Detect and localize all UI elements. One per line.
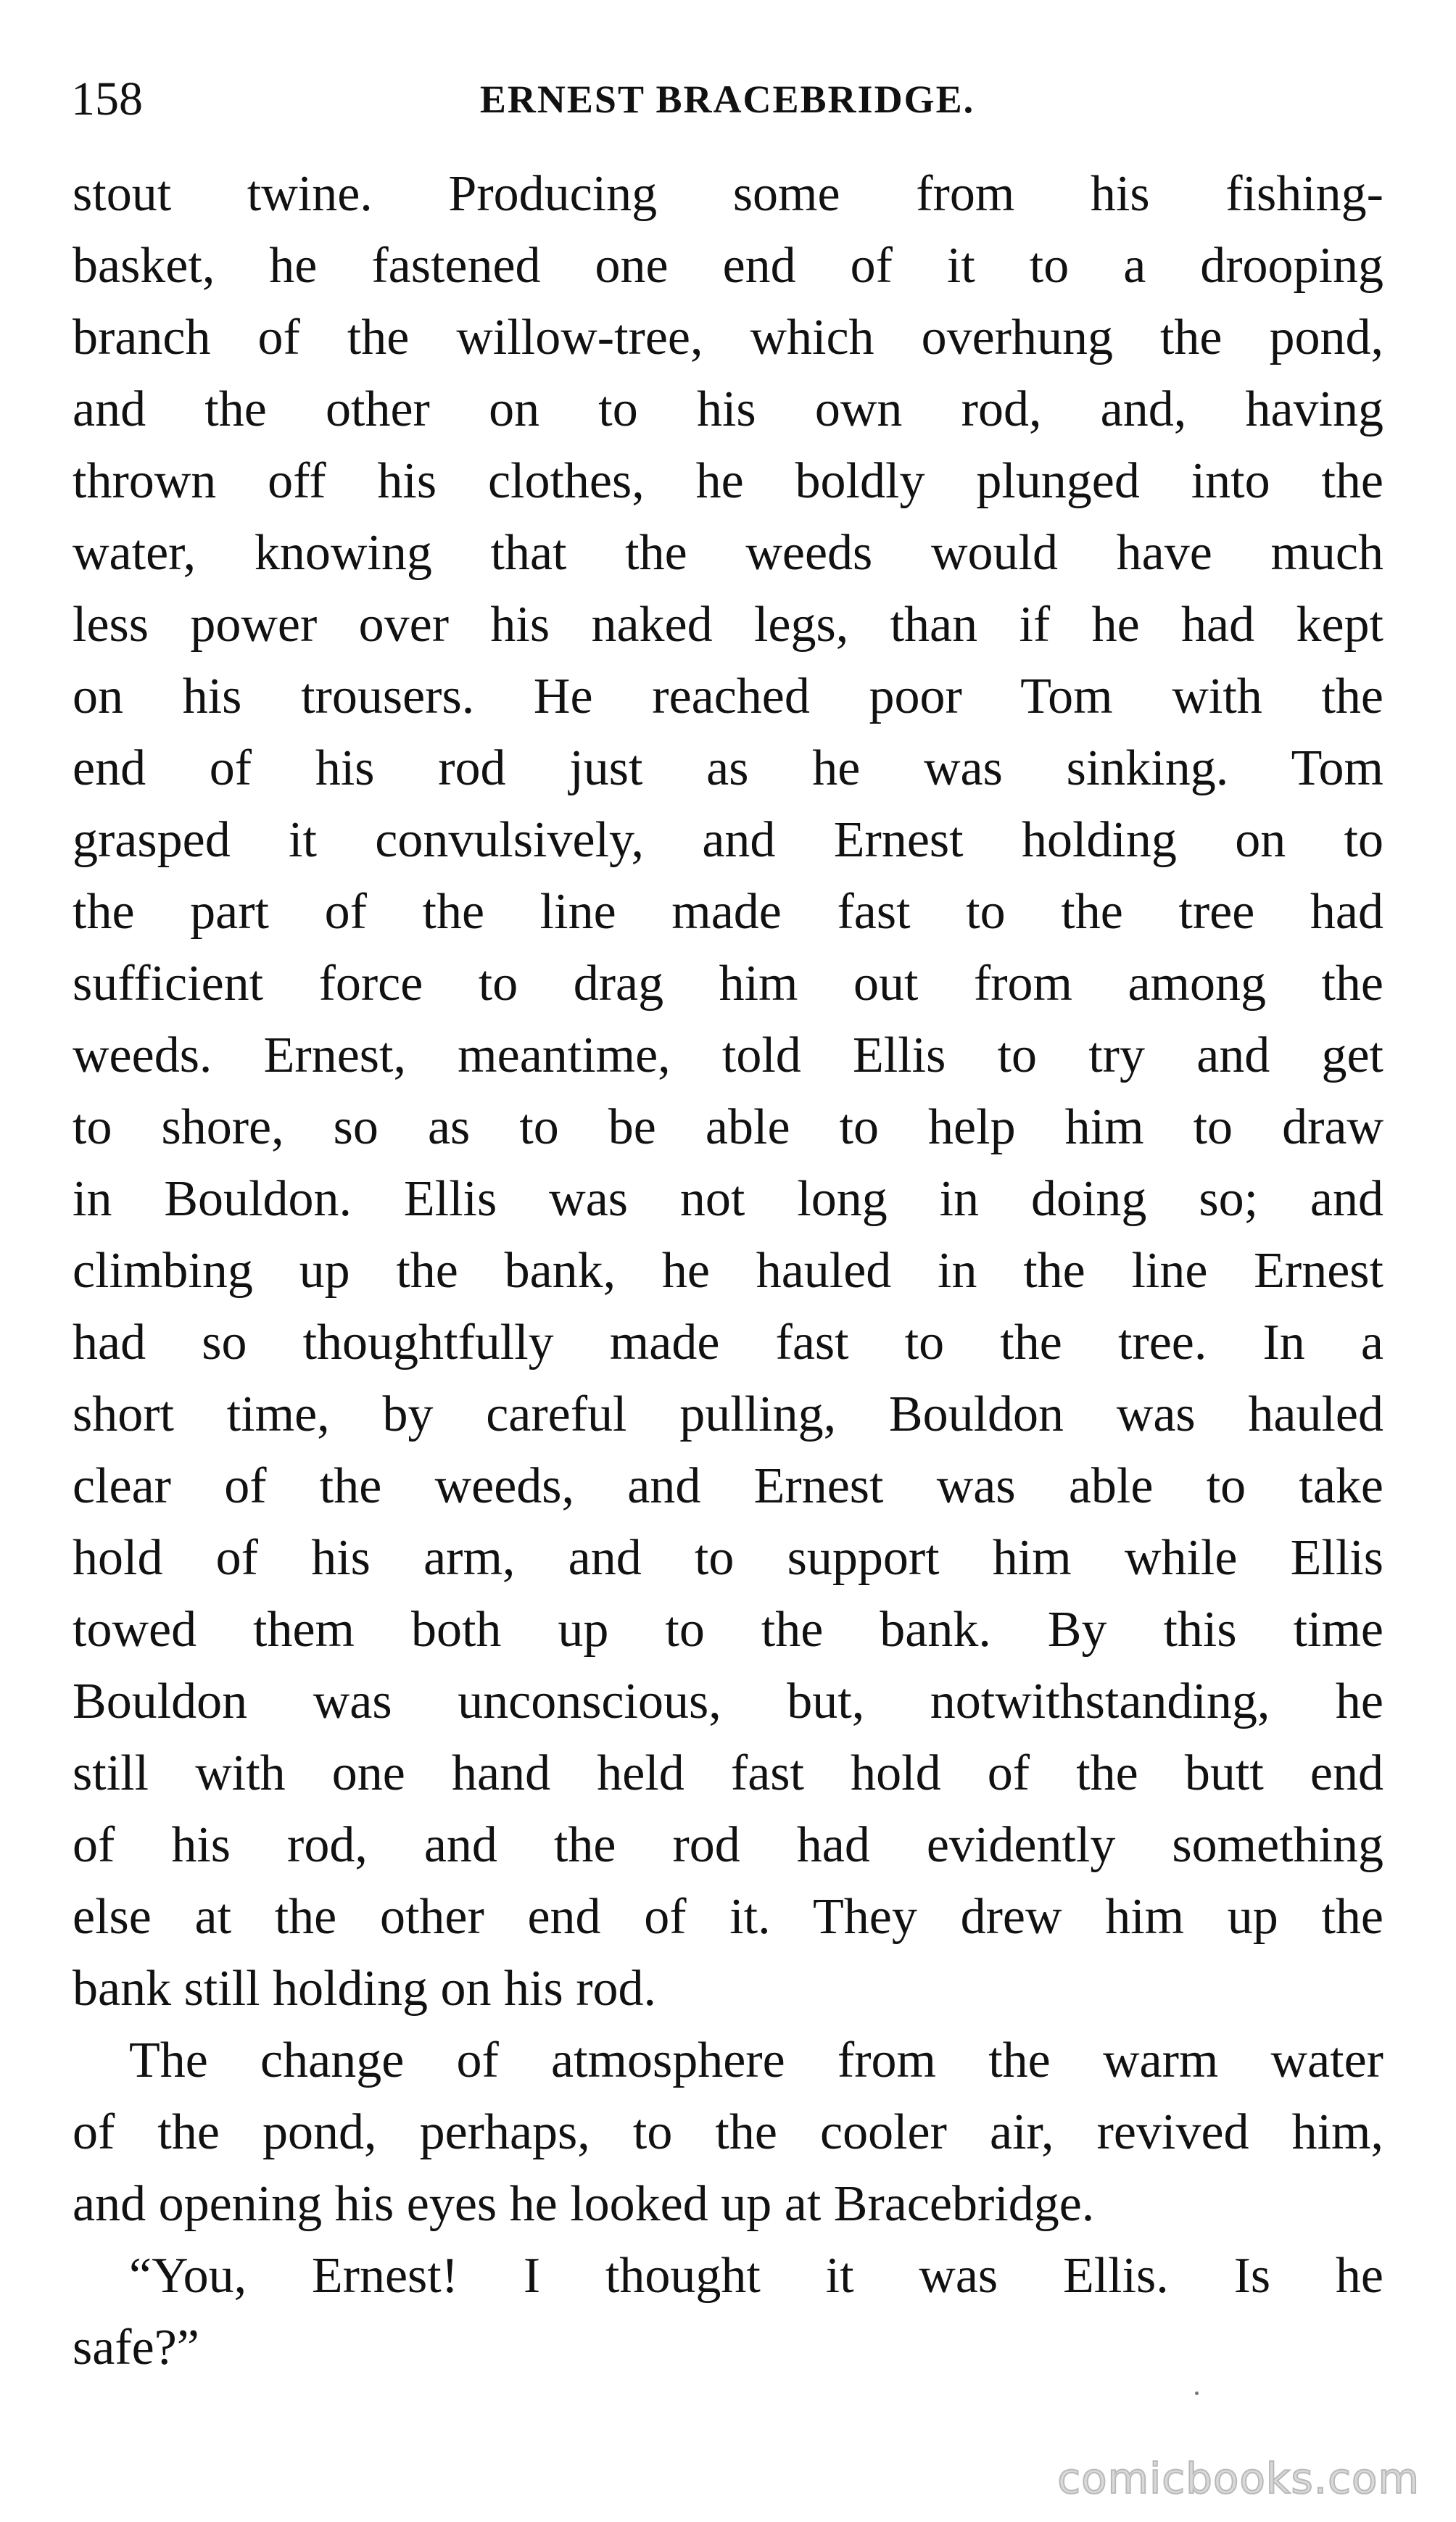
text-line: else at the other end of it. They drew him up the [73,1889,1383,1945]
text-line: clear of the weeds, and Ernest was able to take [73,1458,1383,1514]
running-head [71,67,1383,132]
text-line: weeds. Ernest, meantime, told Ellis to try and get [73,1028,1383,1083]
text-line: thrown off his clothes, he boldly plunged into the [73,453,1383,509]
text-line: of his rod, and the rod had evidently something [73,1817,1383,1873]
text-line: and opening his eyes he looked up at Bracebridge. [73,2176,1095,2232]
text-line: “You, Ernest! I thought it was Ellis. Is he [129,2248,1383,2304]
text-line: had so thoughtfully made fast to the tree. In a [73,1315,1383,1370]
header-title: ERNEST BRACEBRIDGE. [479,78,975,121]
ink-speck [1195,2391,1199,2395]
text-line: stout twine. Producing some from his fishing- [73,166,1383,222]
page-number: 158 [71,73,143,125]
text-line: water, knowing that the weeds would have much [73,525,1383,581]
body-text [73,158,1383,2384]
text-line: end of his rod just as he was sinking. Tom [73,740,1383,796]
text-line: hold of his arm, and to support him while Ellis [73,1530,1383,1586]
text-line: of the pond, perhaps, to the cooler air, revived him, [73,2104,1383,2160]
text-line: still with one hand held fast hold of the butt end [73,1745,1383,1801]
text-line: bank still holding on his rod. [73,1961,656,2017]
text-line: climbing up the bank, he hauled in the line Ernest [73,1243,1383,1299]
text-line: branch of the willow-tree, which overhung the pond, [73,310,1383,365]
text-line: grasped it convulsively, and Ernest holding on to [73,812,1383,868]
text-line: in Bouldon. Ellis was not long in doing so; and [73,1171,1383,1227]
text-line: The change of atmosphere from the warm water [129,2033,1383,2088]
text-line: less power over his naked legs, than if he had kept [73,597,1383,653]
text-line: towed them both up to the bank. By this time [73,1602,1383,1658]
text-line: short time, by careful pulling, Bouldon was hauled [73,1386,1383,1442]
text-line: and the other on to his own rod, and, having [73,381,1383,437]
text-line: safe?” [73,2320,199,2376]
text-line: basket, he fastened one end of it to a drooping [73,238,1383,294]
watermark: comicbooks.com [1057,2454,1420,2503]
text-line: the part of the line made fast to the tree had [73,884,1383,940]
text-line: sufficient force to drag him out from among the [73,956,1383,1012]
text-line: on his trousers. He reached poor Tom with the [73,669,1383,724]
text-line: to shore, so as to be able to help him to draw [73,1099,1383,1155]
text-line: Bouldon was unconscious, but, notwithstanding, he [73,1674,1383,1729]
